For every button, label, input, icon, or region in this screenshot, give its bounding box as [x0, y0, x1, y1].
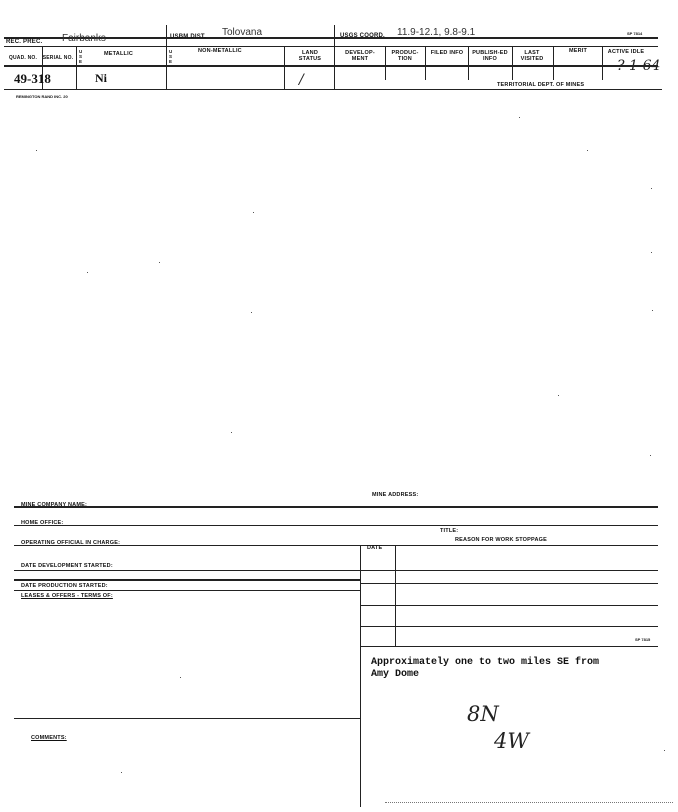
date-development-label: DATE DEVELOPMENT STARTED:	[21, 563, 113, 569]
lower-rule-9	[360, 646, 658, 647]
metallic-label: METALLIC	[104, 51, 133, 57]
header-divider-10	[553, 46, 554, 80]
land-status-label: LAND STATUS	[298, 50, 322, 62]
header-rule-4	[4, 89, 662, 90]
lower-rule-4	[14, 570, 658, 571]
handwritten-township: 8N	[467, 702, 499, 726]
territorial-dept-label: TERRITORIAL DEPT. OF MINES	[497, 82, 585, 88]
leases-offers-label: LEASES & OFFERS - TERMS OF:	[21, 593, 113, 599]
comments-label: COMMENTS:	[31, 735, 67, 741]
rec-prec-value: Fairbanks	[62, 33, 106, 44]
date-production-label: DATE PRODUCTION STARTED:	[21, 583, 108, 589]
scan-speck	[251, 312, 252, 313]
header-divider-9	[512, 46, 513, 80]
usbm-dist-label: USBM DIST.	[170, 34, 207, 40]
active-idle-value: ? 1-64	[617, 58, 661, 74]
title-label: TITLE:	[440, 528, 459, 534]
scan-speck	[519, 117, 520, 118]
rec-prec-label: REC. PREC.	[6, 39, 43, 45]
lower-center-divider	[360, 545, 361, 807]
usgs-coord-value: 11.9-12.1, 9.8-9.1	[397, 27, 476, 38]
active-idle-label: ACTIVE IDLE	[607, 49, 645, 55]
land-status-value: /	[299, 72, 304, 88]
header-divider-7	[425, 46, 426, 80]
bottom-scan-edge	[385, 802, 673, 803]
use-marker-1: U S E	[79, 49, 83, 64]
comments-top-rule	[14, 718, 360, 719]
header-divider-8	[468, 46, 469, 80]
lower-rule-6	[14, 590, 360, 591]
development-label: DEVELOP-MENT	[345, 50, 375, 62]
scan-speck	[664, 750, 665, 751]
form-number-top: SP 7814	[627, 31, 643, 36]
lower-top-rule	[14, 506, 658, 508]
last-visited-label: LAST VISITED	[520, 50, 544, 62]
quad-serial-value: 49-318	[14, 71, 51, 86]
scan-speck	[651, 252, 652, 253]
home-office-label: HOME OFFICE:	[21, 520, 64, 526]
usbm-dist-value: Tolovana	[222, 27, 263, 38]
usgs-coord-label: USGS COORD.	[340, 33, 385, 39]
scan-speck	[36, 150, 37, 151]
location-note-line-2: Amy Dome	[371, 669, 420, 680]
date-column-divider	[395, 545, 396, 646]
scan-speck	[231, 432, 232, 433]
header-divider-2	[76, 46, 77, 89]
form-number-bottom: SP 7815	[635, 637, 651, 642]
scan-speck	[652, 310, 653, 311]
scan-speck	[651, 188, 652, 189]
filed-info-label: FILED INFO	[430, 50, 464, 56]
header-divider-11	[602, 46, 603, 80]
header-rule-3	[4, 65, 658, 67]
scan-speck	[159, 262, 160, 263]
header-divider-6	[385, 46, 386, 80]
operating-official-label: OPERATING OFFICIAL IN CHARGE:	[21, 540, 121, 546]
header-divider-4	[284, 46, 285, 89]
published-info-label: PUBLISH-ED INFO	[472, 50, 508, 62]
scan-speck	[558, 395, 559, 396]
scan-speck	[587, 150, 588, 151]
mine-company-name-label: MINE COMPANY NAME:	[21, 502, 88, 508]
scan-speck	[87, 272, 88, 273]
scan-speck	[180, 677, 181, 678]
date-column-label: DATE	[367, 545, 383, 551]
production-label: PRODUC-TION	[391, 50, 419, 62]
nonmetallic-label: NON-METALLIC	[198, 48, 242, 54]
scan-speck	[121, 772, 122, 773]
lower-rule-7	[360, 605, 658, 606]
reason-column-label: REASON FOR WORK STOPPAGE	[455, 537, 547, 543]
lower-rule-5	[14, 579, 360, 581]
quad-no-label: QUAD. NO.	[8, 55, 38, 61]
header-divider-3	[166, 25, 167, 89]
printer-credit: REMINGTON RAND INC. 20	[16, 94, 68, 99]
lower-rule-2	[14, 525, 658, 526]
scan-speck	[253, 212, 254, 213]
header-rule-2	[4, 46, 658, 47]
header-divider-5	[334, 25, 335, 89]
scan-speck	[650, 455, 651, 456]
lower-rule-5b	[360, 583, 658, 584]
serial-no-label: SERIAL NO.	[42, 55, 74, 61]
merit-label: MERIT	[568, 48, 588, 54]
lower-rule-8	[360, 626, 658, 627]
use-marker-2: U S E	[169, 49, 173, 64]
metallic-value: Ni	[95, 71, 107, 85]
mine-address-label: MINE ADDRESS:	[372, 492, 419, 498]
handwritten-range: 4W	[494, 729, 529, 753]
location-note-line-1: Approximately one to two miles SE from	[371, 657, 600, 668]
